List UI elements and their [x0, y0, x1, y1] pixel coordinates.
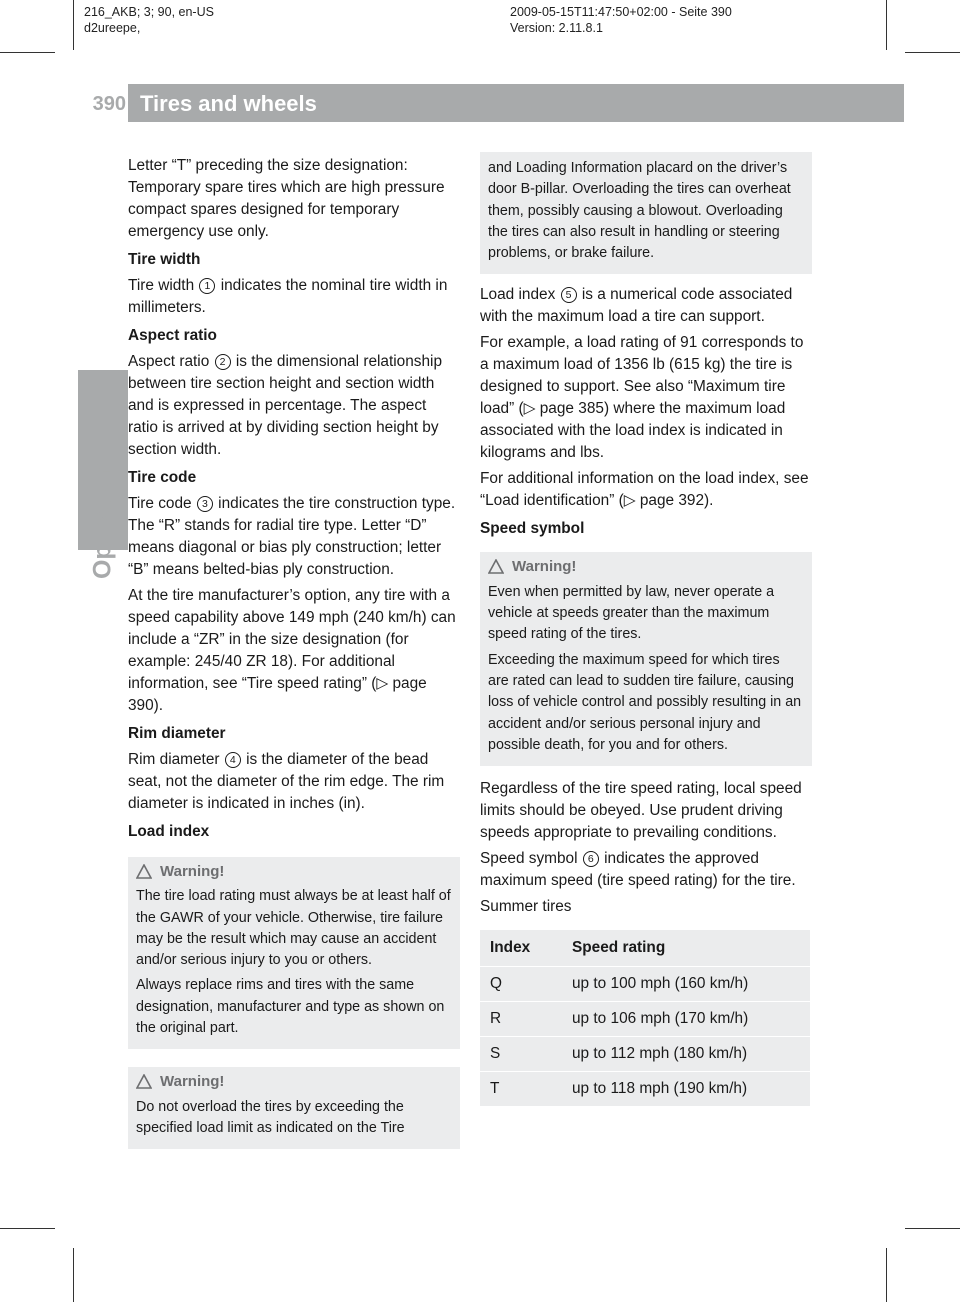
crop-mark: [905, 52, 960, 53]
warning-title: Warning!: [136, 1071, 452, 1092]
table-row: [480, 967, 810, 1002]
paragraph-aspect-ratio: Aspect ratio 2 is the dimensional relationship between tire section height and section width and is expressed in percentage. The aspect ratio is arrived at by dividing section height by section width.: [128, 353, 443, 458]
paragraph-tire-code: Tire code 3 indicates the tire construction type. The “R” stands for radial tire type. Letter “D” means diagonal or bias ply construction; letter “B” means belted-bias ply construction.: [128, 495, 456, 578]
crop-mark: [0, 1228, 55, 1229]
marker-5: 5: [561, 287, 577, 303]
warning-text: Exceeding the maximum speed for which tires are rated can lead to sudden tire failure, causing loss of vehicle control and possibly resulting in an accident and/or serious personal injury and possible death, for you and for others.: [488, 651, 802, 753]
page-ref-arrow: ▷: [623, 492, 636, 510]
table-cell-speed: up to 112 mph (180 km/h): [562, 1037, 810, 1072]
warning-box-speed: [480, 552, 812, 766]
warning-text: and Loading Information placard on the driver’s door B-pillar. Overloading the tires can overheat them, possibly causing a blowout. Overloading the tires can also result in handling or steering problems, or brake failure.: [488, 160, 791, 262]
meta-line: 2009-05-15T11:47:50+02:00 - Seite 390: [510, 5, 732, 19]
paragraph-additional-info: For additional information on the load index, see “Load identification” (▷ page 392).: [480, 470, 809, 510]
heading-load-index: Load index: [128, 823, 210, 840]
paragraph-regardless: Regardless of the tire speed rating, local speed limits should be obeyed. Use prudent driving speeds appropriate to prevailing conditions.: [480, 780, 802, 842]
warning-triangle-icon: [136, 864, 152, 880]
table-row: [480, 1002, 810, 1037]
crop-mark: [886, 0, 887, 50]
table-cell-speed: up to 118 mph (190 km/h): [562, 1072, 810, 1107]
side-tab: [78, 430, 128, 610]
table-cell-index: Q: [480, 967, 562, 1002]
warning-triangle-icon: [488, 559, 504, 575]
table-cell-index: R: [480, 1002, 562, 1037]
paragraph-load-index: Load index 5 is a numerical code associated with the maximum load a tire can support.: [480, 286, 793, 326]
speed-rating-table: [480, 930, 810, 1106]
meta-line: Version: 2.11.8.1: [510, 21, 603, 35]
table-row: [480, 1072, 810, 1107]
table-header-row: [480, 930, 810, 967]
crop-mark: [73, 0, 74, 50]
paragraph-zr: At the tire manufacturer’s option, any tire with a speed capability above 149 mph (240 km/h) can include a “ZR” in the size designation (for example: 245/40 ZR 18). For additional information, see “Tire speed rating” (▷ page 390).: [128, 587, 456, 714]
crop-mark: [0, 52, 55, 53]
warning-title: Warning!: [136, 861, 452, 882]
paragraph-letter-t: Letter “T” preceding the size designation: Temporary spare tires which are high pressure compact spares designed for temporary emergency use only.: [128, 157, 445, 240]
crop-mark: [886, 1248, 887, 1302]
side-tab-label: Operation: [88, 460, 117, 580]
meta-line: d2ureepe,: [84, 21, 141, 35]
paragraph-speed-symbol: Speed symbol 6 indicates the approved maximum speed (tire speed rating) for the tire.: [480, 850, 796, 890]
warning-text: Always replace rims and tires with the same designation, manufacturer and type as shown on the original part.: [136, 977, 445, 1037]
meta-line: 216_AKB; 3; 90, en-US: [84, 5, 214, 19]
print-meta-left: [84, 4, 214, 36]
warning-box-overload-continued: [480, 152, 812, 274]
warning-text: The tire load rating must always be at least half of the GAWR of your vehicle. Otherwise, tire failure may be the result which may cause an accident and/or serious injury to you or others.: [136, 888, 451, 969]
table-cell-index: S: [480, 1037, 562, 1072]
marker-6: 6: [583, 851, 599, 867]
page-ref-arrow: ▷: [523, 400, 536, 418]
crop-mark: [73, 1248, 74, 1302]
marker-4: 4: [225, 752, 241, 768]
heading-speed-symbol: Speed symbol: [480, 520, 585, 538]
page-number: 390: [92, 93, 126, 115]
table-cell-speed: up to 100 mph (160 km/h): [562, 967, 810, 1002]
warning-text: Do not overload the tires by exceeding the specified load limit as indicated on the Tire: [136, 1098, 405, 1136]
table-header-index: Index: [480, 930, 562, 967]
warning-triangle-icon: [136, 1074, 152, 1090]
paragraph-tire-width: Tire width 1 indicates the nominal tire width in millimeters.: [128, 277, 448, 316]
paragraph-example: For example, a load rating of 91 corresponds to a maximum load of 1356 lb (615 kg) the tire is designed to support. See also “Maximum tire load” (▷ page 385) where the maximum load associated with the load index is indicated in kilograms and lbs.: [480, 334, 804, 462]
table-cell-index: T: [480, 1072, 562, 1107]
left-column: [128, 155, 460, 1149]
page-ref-arrow: ▷: [376, 675, 389, 692]
heading-aspect-ratio: Aspect ratio: [128, 327, 217, 344]
paragraph-summer-tires: Summer tires: [480, 898, 572, 916]
table-row: [480, 1037, 810, 1072]
marker-3: 3: [197, 496, 213, 512]
warning-box-overload: [128, 1067, 460, 1149]
marker-2: 2: [215, 354, 231, 370]
crop-mark: [905, 1228, 960, 1229]
warning-text: Even when permitted by law, never operate a vehicle at speeds greater than the maximum speed rating of the tires.: [488, 583, 775, 643]
warning-title: Warning!: [488, 556, 804, 577]
warning-box-load: [128, 857, 460, 1049]
table-header-speed-rating: Speed rating: [562, 930, 810, 967]
page-title: Tires and wheels: [140, 91, 317, 116]
right-column: [480, 152, 812, 1106]
heading-tire-code: Tire code: [128, 469, 197, 486]
table-cell-speed: up to 106 mph (170 km/h): [562, 1002, 810, 1037]
heading-tire-width: Tire width: [128, 251, 201, 268]
marker-1: 1: [199, 278, 215, 294]
print-meta-right: [510, 4, 732, 36]
paragraph-rim-diameter: Rim diameter 4 is the diameter of the bead seat, not the diameter of the rim edge. The rim diameter is indicated in inches (in).: [128, 751, 445, 812]
heading-rim-diameter: Rim diameter: [128, 725, 226, 742]
